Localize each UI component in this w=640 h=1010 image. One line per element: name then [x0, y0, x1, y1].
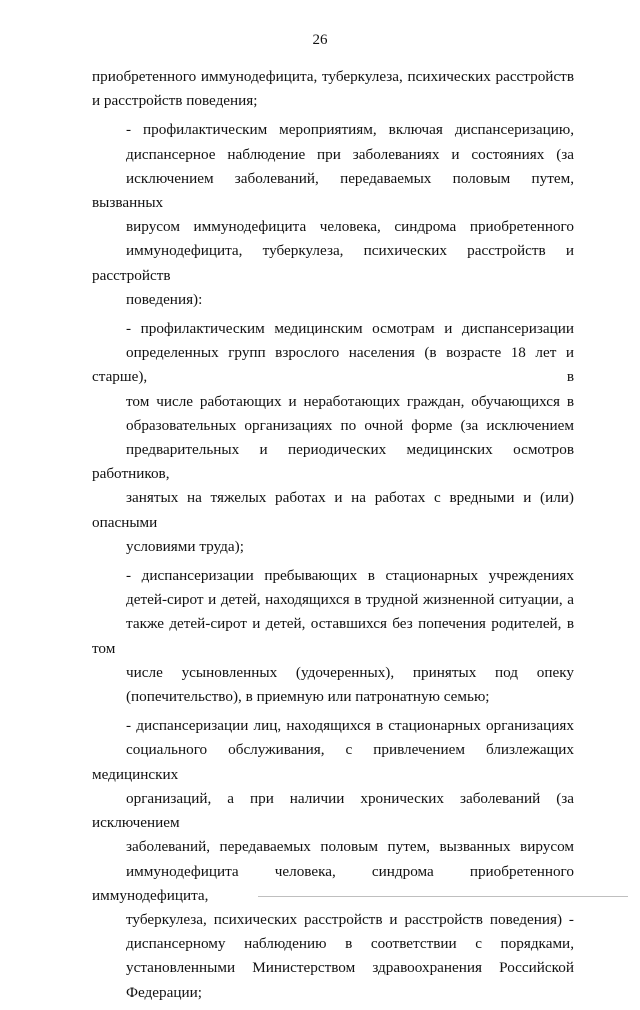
text-line: социального обслуживания, с привлечением близлежащих медицинских	[92, 741, 574, 783]
footer-rule	[258, 896, 628, 897]
text-line: - профилактическим мероприятиям, включая диспансеризацию,	[126, 121, 574, 139]
text-line: установленными Министерством здравоохранения Российской	[126, 959, 574, 977]
text-line: предварительных и периодических медицинских осмотров работников,	[92, 441, 574, 483]
text-line: иммунодефицита, туберкулеза, психических расстройств и расстройств	[92, 242, 574, 284]
paragraph	[92, 118, 574, 312]
text-line: - диспансеризации лиц, находящихся в стационарных организациях	[126, 717, 574, 735]
page-number: 26	[312, 32, 328, 48]
text-line: поведения):	[126, 290, 203, 308]
text-line: - диспансеризации пребывающих в стационарных учреждениях	[126, 567, 574, 585]
text-line: иммунодефицита человека, синдрома приобретенного иммунодефицита,	[92, 862, 574, 904]
paragraph	[92, 65, 574, 113]
text-line: занятых на тяжелых работах и на работах с вредными и (или) опасными	[92, 489, 574, 531]
text-line: условиями труда);	[126, 537, 244, 555]
text-line: детей-сирот и детей, находящихся в трудной жизненной ситуации, а	[126, 591, 574, 609]
text-line: туберкулеза, психических расстройств и расстройств поведения) -	[126, 910, 574, 928]
text-line: приобретенного иммунодефицита, туберкулеза, психических расстройств	[92, 68, 574, 85]
paragraph	[92, 564, 574, 709]
text-line: исключением заболеваний, передаваемых половым путем, вызванных	[92, 169, 574, 212]
text-line: определенных групп взрослого населения (в возрасте 18 лет и старше), в	[92, 344, 574, 386]
text-line: также детей-сирот и детей, оставшихся без попечения родителей, в том	[92, 615, 574, 657]
text-line: (попечительство), в приемную или патронатную семью;	[126, 688, 490, 706]
text-line: диспансерное наблюдение при заболеваниях и состояниях (за	[126, 145, 574, 163]
text-line: числе усыновленных (удочеренных), принятых под опеку	[126, 663, 574, 681]
text-line: и расстройств поведения;	[92, 92, 258, 110]
text-line: диспансерному наблюдению в соответствии с порядками,	[126, 935, 574, 953]
text-line: том числе работающих и неработающих граждан, обучающихся в	[126, 392, 574, 410]
text-line: Федерации;	[126, 983, 202, 1001]
text-line: образовательных организациях по очной форме (за исключением	[126, 416, 574, 434]
text-line: вирусом иммунодефицита человека, синдрома приобретенного	[126, 218, 574, 236]
text-line: заболеваний, передаваемых половым путем, вызванных вирусом	[126, 838, 574, 856]
paragraph	[92, 714, 574, 1004]
text-line: организаций, а при наличии хронических заболеваний (за исключением	[92, 789, 574, 832]
text-line: - профилактическим медицинским осмотрам и диспансеризации	[126, 320, 574, 338]
paragraph	[92, 317, 574, 559]
document-body	[92, 65, 574, 1010]
